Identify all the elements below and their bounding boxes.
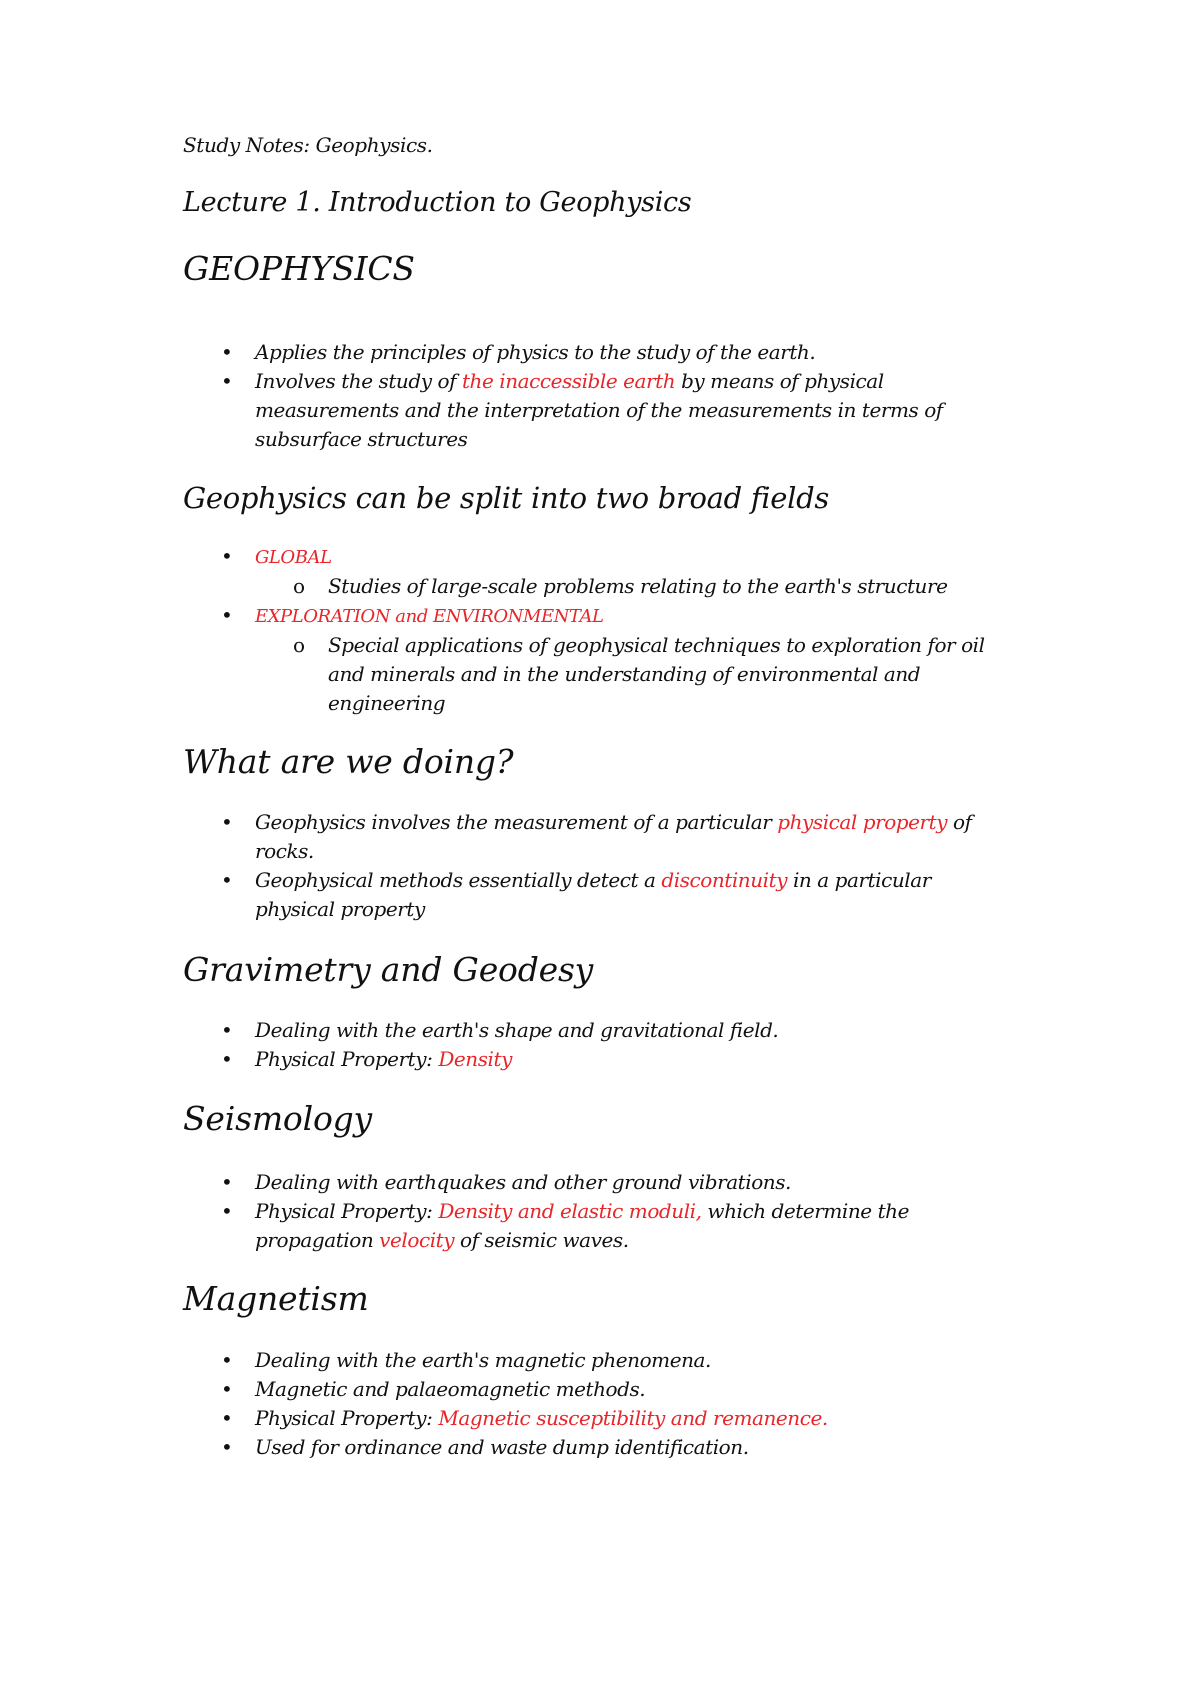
- doing-list: [183, 808, 972, 924]
- section-heading-geophysics: GEOPHYSICS: [183, 249, 415, 288]
- section-heading-fields: Geophysics can be split into two broad fields: [183, 481, 829, 515]
- list-item: • Dealing with the earth's magnetic phenomena.: [183, 1346, 828, 1375]
- fields-list: [183, 542, 985, 718]
- highlight-text: velocity: [379, 1228, 455, 1252]
- bullet-icon: •: [221, 340, 233, 364]
- bullet-icon: •: [221, 1435, 233, 1459]
- list-item: • Physical Property: Density: [183, 1045, 778, 1074]
- list-item: • Dealing with the earth's shape and gravitational field.: [183, 1016, 778, 1045]
- bullet-icon: •: [221, 1047, 233, 1071]
- gravimetry-list: [183, 1016, 778, 1074]
- bullet-icon: •: [221, 1377, 233, 1401]
- bullet-icon: •: [221, 1348, 233, 1372]
- lecture-title: Lecture 1. Introduction to Geophysics: [183, 187, 692, 218]
- highlight-text: the inaccessible earth: [461, 369, 676, 393]
- list-item: o Special applications of geophysical techniques to exploration for oil and minerals and in the understanding of environmental and engineering: [293, 633, 985, 715]
- geophysics-list: [183, 338, 943, 454]
- highlight-text: Magnetic susceptibility and remanence.: [438, 1406, 828, 1430]
- bullet-icon: •: [221, 1018, 233, 1042]
- list-item: [183, 542, 985, 572]
- section-heading-seismology: Seismology: [183, 1099, 372, 1138]
- list-item: o Studies of large-scale problems relating to the earth's structure: [183, 572, 985, 601]
- doc-title: Study Notes: Geophysics.: [183, 133, 433, 157]
- highlight-text: EXPLORATION and ENVIRONMENTAL: [255, 606, 604, 627]
- list-item: [183, 601, 985, 631]
- seismology-list: [183, 1168, 909, 1255]
- magnetism-list: [183, 1346, 828, 1462]
- bullet-icon: •: [221, 1199, 233, 1223]
- bullet-icon: •: [221, 544, 233, 568]
- bullet-icon: •: [221, 868, 233, 892]
- bullet-icon: •: [221, 369, 233, 393]
- circle-bullet-icon: o: [293, 574, 305, 598]
- highlight-text: GLOBAL: [255, 547, 332, 568]
- list-item: • Used for ordinance and waste dump identification.: [183, 1433, 828, 1462]
- list-item: • Involves the study of the inaccessible earth by means of physical measurements and the interpretation of the measurements in terms of subsurface structures: [221, 369, 943, 451]
- section-heading-gravimetry: Gravimetry and Geodesy: [183, 950, 594, 989]
- circle-bullet-icon: o: [293, 633, 305, 657]
- list-item: • Geophysics involves the measurement of a particular physical property of rocks.: [221, 810, 972, 863]
- bullet-icon: •: [221, 1170, 233, 1194]
- list-item: • Physical Property: Density and elastic moduli, which determine the propagation velocity of seismic waves.: [221, 1199, 909, 1252]
- highlight-text: physical property: [777, 810, 948, 834]
- highlight-text: Density: [438, 1047, 512, 1071]
- section-heading-doing: What are we doing?: [183, 742, 514, 781]
- bullet-icon: •: [221, 1406, 233, 1430]
- list-item: • Magnetic and palaeomagnetic methods.: [183, 1375, 828, 1404]
- highlight-text: discontinuity: [661, 868, 788, 892]
- bullet-icon: •: [221, 810, 233, 834]
- list-item: • Applies the principles of physics to the study of the earth.: [183, 338, 943, 367]
- section-heading-magnetism: Magnetism: [183, 1279, 369, 1318]
- list-item: • Geophysical methods essentially detect a discontinuity in a particular physical property: [221, 868, 931, 921]
- highlight-text: Density and elastic moduli,: [438, 1199, 702, 1223]
- bullet-icon: •: [221, 603, 233, 627]
- list-item: • Physical Property: Magnetic susceptibility and remanence.: [183, 1404, 828, 1433]
- list-item: • Dealing with earthquakes and other ground vibrations.: [183, 1168, 909, 1197]
